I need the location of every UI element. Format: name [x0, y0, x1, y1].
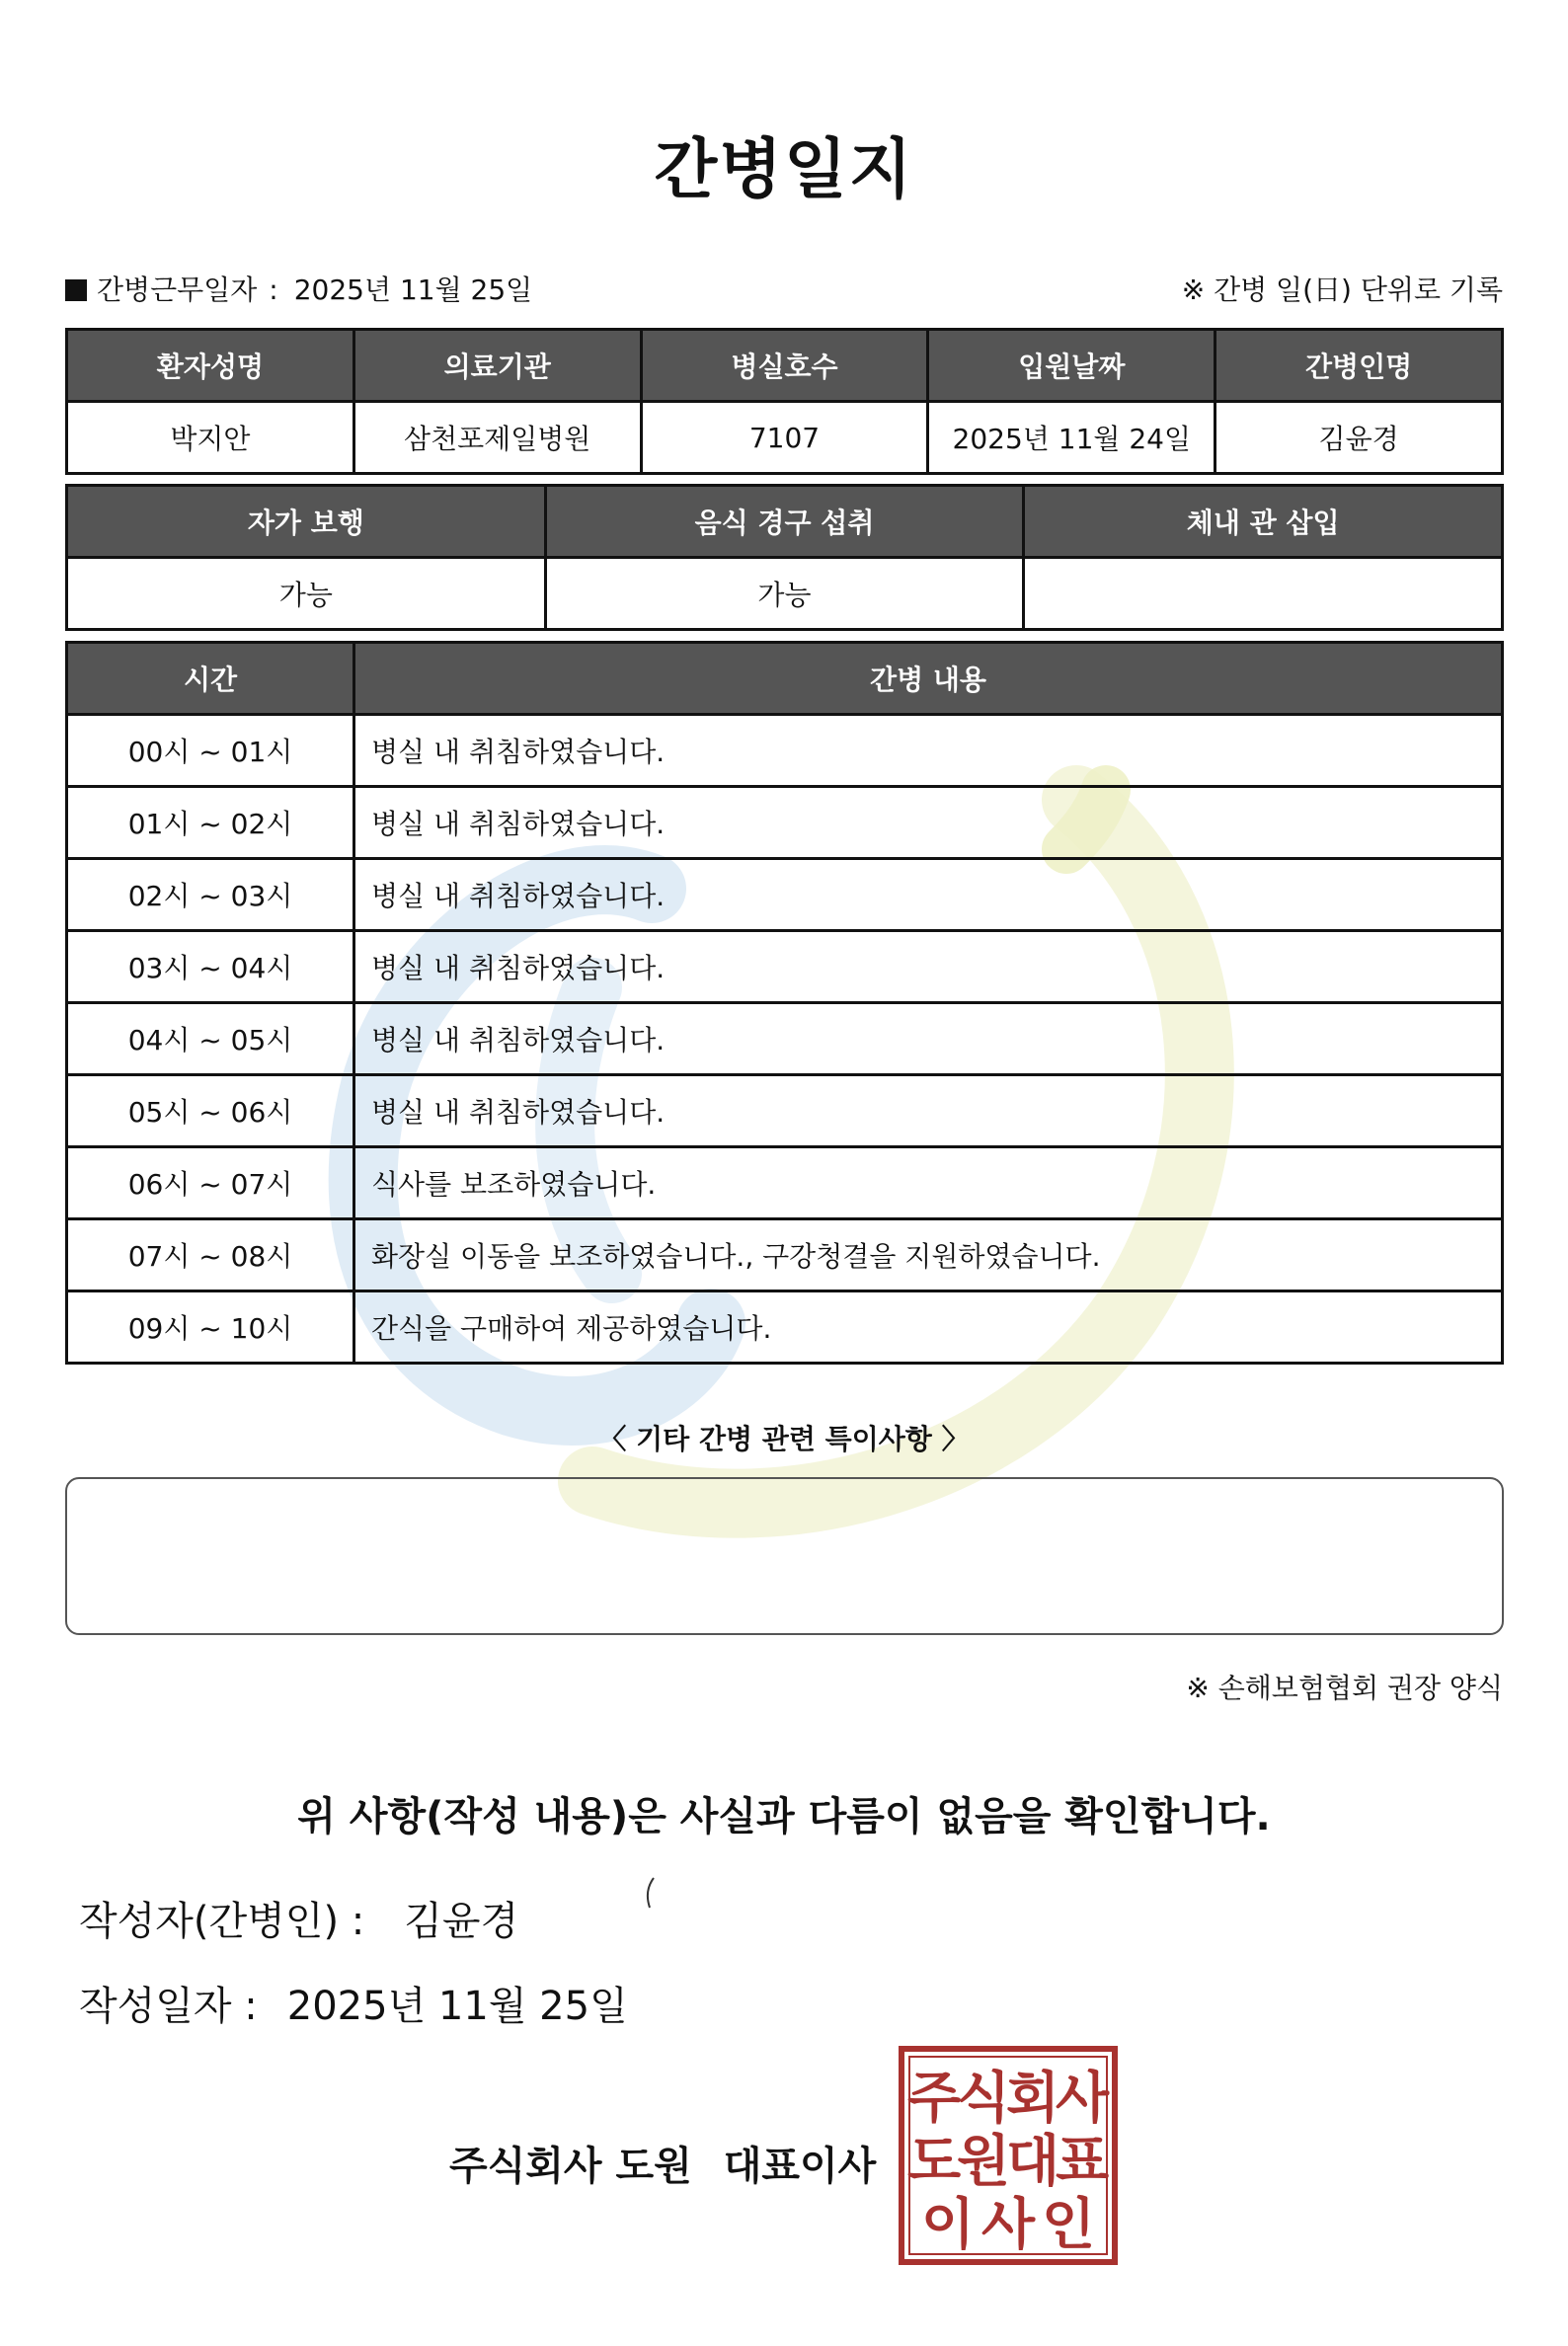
care-log-table — [65, 641, 1504, 1365]
recommend-note: ※ 손해보험협회 권장 양식 — [1186, 1672, 1503, 1704]
svg-text:주: 주 — [906, 2067, 962, 2131]
log-content: 병실 내 취침하였습니다. — [354, 787, 1503, 859]
signature-mark — [642, 1874, 662, 1914]
header-care-content: 간병 내용 — [354, 643, 1503, 715]
oral-intake-value: 가능 — [545, 558, 1024, 630]
written-date-label: 작성일자 : — [79, 1984, 258, 2029]
log-content: 간식을 구매하여 제공하였습니다. — [354, 1291, 1503, 1364]
company-seal-stamp — [899, 2046, 1118, 2265]
unit-note: ※ 간병 일(日) 단위로 기록 — [1181, 274, 1503, 306]
patient-status-table — [65, 484, 1504, 631]
log-time: 05시 ~ 06시 — [67, 1075, 354, 1147]
log-time: 00시 ~ 01시 — [67, 715, 354, 787]
written-date-value: 2025년 11월 25일 — [286, 1984, 628, 2029]
log-time: 03시 ~ 04시 — [67, 931, 354, 1003]
svg-text:인: 인 — [1041, 2193, 1096, 2257]
header-room-number: 병실호수 — [641, 330, 928, 402]
svg-text:회: 회 — [1005, 2067, 1060, 2131]
tube-insertion-value — [1024, 558, 1503, 630]
work-date-separator: : — [269, 274, 278, 306]
log-content: 병실 내 취침하였습니다. — [354, 715, 1503, 787]
notes-box — [65, 1477, 1504, 1635]
notes-title: 〈 기타 간병 관련 특이사항 〉 — [598, 1423, 970, 1455]
svg-text:도: 도 — [906, 2130, 962, 2194]
written-date-line — [79, 1975, 628, 2031]
header-hospital: 의료기관 — [353, 330, 641, 402]
log-content: 병실 내 취침하였습니다. — [354, 931, 1503, 1003]
header-oral-intake: 음식 경구 섭취 — [545, 486, 1024, 558]
admission-date: 2025년 11월 24일 — [928, 402, 1215, 474]
header-admission-date: 입원날짜 — [928, 330, 1215, 402]
writer-line — [79, 1890, 518, 1946]
self-walking-value: 가능 — [67, 558, 546, 630]
header-time: 시간 — [67, 643, 354, 715]
log-time: 02시 ~ 03시 — [67, 859, 354, 931]
confirmation-statement: 위 사항(작성 내용)은 사실과 다름이 없음을 확인합니다. — [297, 1794, 1271, 1839]
svg-text:원: 원 — [956, 2130, 1011, 2194]
table-row — [67, 1147, 1503, 1219]
svg-text:표: 표 — [1055, 2130, 1110, 2194]
room-number: 7107 — [641, 402, 928, 474]
log-time: 01시 ~ 02시 — [67, 787, 354, 859]
table-row — [67, 1075, 1503, 1147]
svg-text:이: 이 — [920, 2193, 976, 2257]
log-content: 병실 내 취침하였습니다. — [354, 1075, 1503, 1147]
log-content: 식사를 보조하였습니다. — [354, 1147, 1503, 1219]
hospital-name: 삼천포제일병원 — [353, 402, 641, 474]
company-name: 주식회사 도원 — [449, 2144, 692, 2189]
table-row — [67, 715, 1503, 787]
table-row — [67, 1219, 1503, 1291]
work-date-label: 간병근무일자 — [97, 274, 258, 306]
log-time: 09시 ~ 10시 — [67, 1291, 354, 1364]
svg-text:식: 식 — [956, 2067, 1011, 2131]
page-title: 간병일지 — [654, 131, 914, 207]
log-content: 병실 내 취침하였습니다. — [354, 1003, 1503, 1075]
header-patient-name: 환자성명 — [67, 330, 354, 402]
header-self-walking: 자가 보행 — [67, 486, 546, 558]
header-caregiver-name: 간병인명 — [1215, 330, 1503, 402]
patient-name: 박지안 — [67, 402, 354, 474]
log-time: 07시 ~ 08시 — [67, 1219, 354, 1291]
table-row — [67, 859, 1503, 931]
log-content: 병실 내 취침하였습니다. — [354, 859, 1503, 931]
table-row — [67, 787, 1503, 859]
svg-text:사: 사 — [1055, 2067, 1110, 2131]
company-line — [449, 2135, 876, 2191]
table-row — [67, 931, 1503, 1003]
table-row — [67, 1003, 1503, 1075]
square-bullet-icon — [65, 279, 87, 301]
writer-label: 작성자(간병인) : — [79, 1899, 365, 1944]
writer-name: 김윤경 — [404, 1899, 519, 1944]
patient-info-table — [65, 328, 1504, 475]
log-time: 04시 ~ 05시 — [67, 1003, 354, 1075]
work-date-line — [65, 271, 532, 310]
svg-text:사: 사 — [980, 2193, 1036, 2257]
log-time: 06시 ~ 07시 — [67, 1147, 354, 1219]
work-date-value: 2025년 11월 25일 — [293, 274, 533, 306]
svg-text:대: 대 — [1005, 2130, 1060, 2194]
caregiver-name: 김윤경 — [1215, 402, 1503, 474]
company-ceo-title: 대표이사 — [723, 2144, 877, 2189]
table-row — [67, 1291, 1503, 1364]
log-content: 화장실 이동을 보조하였습니다., 구강청결을 지원하였습니다. — [354, 1219, 1503, 1291]
header-tube-insertion: 체내 관 삽입 — [1024, 486, 1503, 558]
